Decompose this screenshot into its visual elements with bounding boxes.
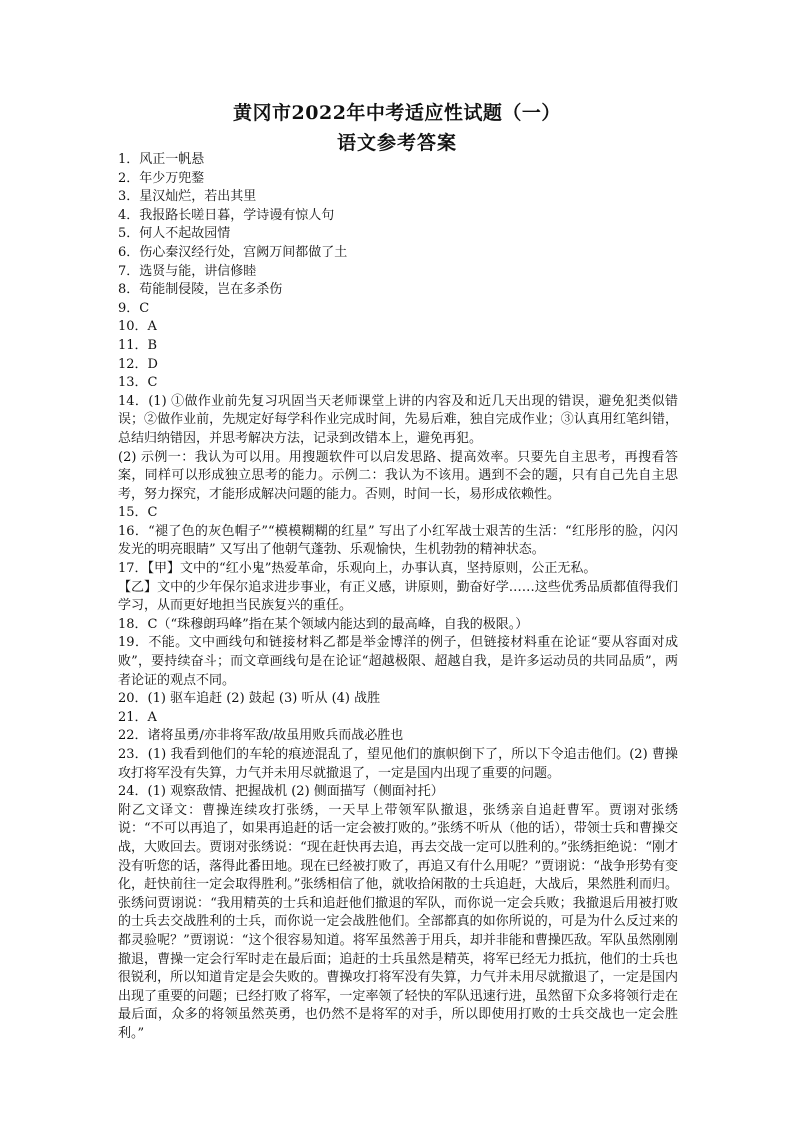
- answer-list: [118, 151, 678, 1044]
- answer-11: 11．B: [118, 337, 158, 353]
- translation-paragraph: 附乙文译文：曹操连续攻打张绣，一天早上带领军队撤退，张绣亲自追赶曹军。贾诩对张绣说：“不可以再追了，如果再追赶的话一定会被打败的。”张绣不听从（他的话），带领士兵和曹操交战，大败回去。贾诩对张绣说：“现在赶快再去追，再去交战一定可以胜利的。”张绣拒绝说：“刚才没有听您的话，落得此番田地。现在已经被打败了，再追又有什么用呢？”贾诩说：“战争形势有变化，赶快前往一定会取得胜利。”张绣相信了他，就收拾闲散的士兵追赶，大战后，果然胜利而归。张绣问贾诩说：“我用精英的士兵和追赶他们撤退的军队，而你说一定会兵败；我撤退后用被打败的士兵去交战胜利的士兵，而你说一定会战胜他们。全部都真的如你所说的，可是为什么反过来的都灵验呢？”贾诩说：“这个很容易知道。将军虽然善于用兵，却并非能和曹操匹敌。军队虽然刚刚撤退，曹操一定会行军时走在最后面；追赶的士兵虽然是精英，将军已经无力抵抗，他们的士兵也很锐利，所以知道肯定是会失败的。曹操攻打将军没有失算，力气并未用尽就撤退了，一定是国内出现了重要的问题；已经打败了将军，一定率领了轻快的军队迅速行进，虽然留下众多将领行走在最后面，众多的将领虽然英勇，也仍然不是将军的对手，所以即使用打败的士兵交战也一定会胜利。”: [118, 802, 678, 1041]
- answer-17-yi: 【乙】文中的少年保尔追求进步事业，有正义感，讲原则，勤奋好学……这些优秀品质都值得我们学习，从而更好地担当民族复兴的重任。: [118, 579, 678, 614]
- answer-17-jia: 17．【甲】文中的“红小鬼”热爱革命，乐观向上，办事认真，坚持原则，公正无私。: [118, 561, 597, 577]
- answer-6: 6．伤心秦汉经行处，宫阙万间都做了土: [118, 244, 348, 260]
- answer-20: 20．(1) 驱车追赶 (2) 鼓起 (3) 听从 (4) 战胜: [118, 691, 381, 707]
- answer-18: 18．C（“珠穆朗玛峰”指在某个领域内能达到的最高峰，自我的极限。）: [118, 616, 529, 632]
- answer-16: 16．“褪了色的灰色帽子”“模模糊糊的红星” 写出了小红军战士艰苦的生活：“红彤彤的脸，闪闪发光的明亮眼睛” 又写出了他朝气蓬勃、乐观愉快，生机勃勃的精神状态。: [118, 523, 678, 558]
- answer-19: 19．不能。文中画线句和链接材料乙都是举金博洋的例子，但链接材料重在论证“要从容面对成败”，要持续奋斗；而文章画线句是在论证“超越极限、超越自我，是许多运动员的共同品质”，两者论证的观点不同。: [118, 635, 678, 688]
- answer-2: 2．年少万兜鍪: [118, 170, 205, 186]
- answer-1: 1．风正一帆悬: [118, 152, 205, 167]
- answer-14-part2: (2) 示例一：我认为可以用。用搜题软件可以启发思路、提高效率。只要先自主思考，再搜看答案，同样可以形成独立思考的能力。示例二：我认为不该用。遇到不会的题，只有自己先自主思考，努力探究，才能形成解决问题的能力。否则，时间一长，易形成依赖性。: [118, 449, 678, 502]
- answer-14-part1: 14．(1) ①做作业前先复习巩固当天老师课堂上讲的内容及和近几天出现的错误，避免犯类似错误；②做作业前，先规定好每学科作业完成时间，先易后难，独自完成作业；③认真用红笔纠错，总结归纳错因，并思考解决方法，记录到改错本上，避免再犯。: [118, 393, 678, 446]
- answer-9: 9．C: [118, 300, 150, 316]
- answer-22: 22．诸将虽勇/亦非将军敌/故虽用败兵而战必胜也: [118, 728, 404, 744]
- answer-21: 21．A: [118, 709, 157, 725]
- answer-8: 8．苟能制侵陵，岂在多杀伤: [118, 282, 283, 298]
- answer-4: 4．我报路长嗟日暮，学诗谩有惊人句: [118, 207, 335, 223]
- answer-12: 12．D: [118, 356, 158, 372]
- answer-10: 10．A: [118, 319, 157, 335]
- answer-13: 13．C: [118, 375, 158, 391]
- answer-23: 23．(1) 我看到他们的车轮的痕迹混乱了，望见他们的旗帜倒下了，所以下令追击他们。(2) 曹操攻打将军没有失算，力气并未用尽就撤退了，一定是国内出现了重要的问题。: [118, 747, 678, 781]
- page-subtitle: 语文参考答案: [336, 132, 457, 154]
- page-title: 黄冈市2022年中考适应性试题（一）: [233, 102, 561, 124]
- answer-24: 24．(1) 观察敌情、把握战机 (2) 侧面描写（侧面衬托）: [118, 784, 444, 800]
- answer-7: 7．选贤与能，讲信修睦: [118, 263, 257, 279]
- answer-3: 3．星汉灿烂，若出其里: [118, 189, 257, 205]
- title-block: [0, 98, 794, 158]
- answer-5: 5．何人不起故园情: [118, 226, 231, 242]
- answer-15: 15．C: [118, 505, 158, 521]
